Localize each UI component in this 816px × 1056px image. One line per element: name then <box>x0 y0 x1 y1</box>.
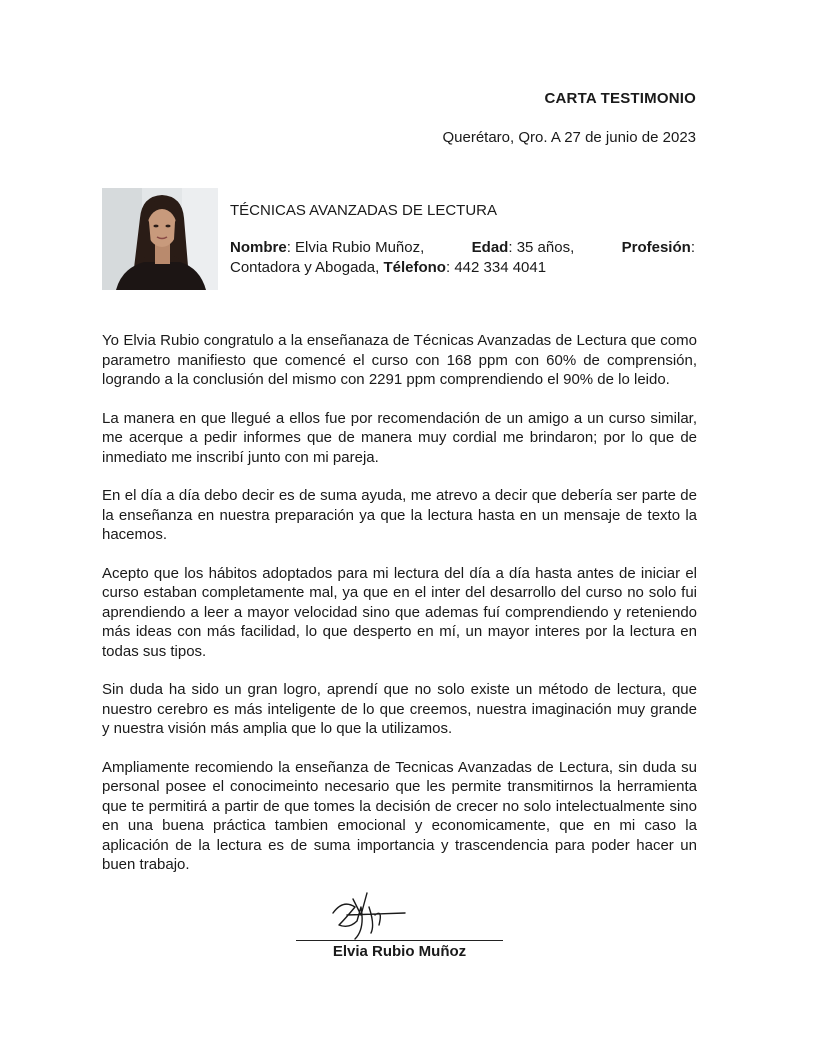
name-label: Nombre <box>230 239 287 256</box>
course-title: TÉCNICAS AVANZADAS DE LECTURA <box>230 202 497 219</box>
portrait-image <box>102 188 218 290</box>
age-field: Edad: 35 años, <box>471 239 575 256</box>
info-line-1 <box>230 238 695 258</box>
age-label: Edad <box>471 239 509 256</box>
profession-value: Contadora y Abogada, <box>230 259 380 276</box>
signature-drawing <box>325 885 415 947</box>
profession-field: Profesión: <box>621 239 695 256</box>
phone-label: Télefono <box>383 259 446 276</box>
paragraph: Acepto que los hábitos adoptados para mi lectura del día a día hasta antes de iniciar el curso estaban completamente mal, ya que en el inter del desarrollo del curso no solo fui aprendiendo a leer a mayor velocidad sino que ademas fuí comprendiendo y reteniendo más ideas con más facilidad, lo que desperto en mí, un mayor interes por la lectura en todas sus tipos. <box>102 564 697 660</box>
signature-name: Elvia Rubio Muñoz <box>332 943 467 960</box>
age-value: 35 años, <box>516 239 575 256</box>
paragraph: Ampliamente recomiendo la enseñanza de Tecnicas Avanzadas de Lectura, sin duda su personal posee el conocimeinto necesario que les permite transmitirnos la herramienta que te permitirá a partir de que tomes la decisión de crecer no solo intelectualmente sino en una buena práctica tambien emocional y economicamente, que en mi caso la aplicación de la lectura es de suma importancia y trascendencia para poder hacer un buen trabajo. <box>102 758 697 873</box>
phone-value: 442 334 4041 <box>454 259 547 276</box>
letter-date: Querétaro, Qro. A 27 de junio de 2023 <box>442 129 696 146</box>
paragraph: Sin duda ha sido un gran logro, aprendí que no solo existe un método de lectura, que nuestro cerebro es más inteligente de lo que creemos, nuestra imaginación muy grande y nuestra visión más amplia que lo que la utilizamos. <box>102 681 697 737</box>
profile-photo <box>102 188 218 290</box>
signature-line <box>296 940 503 941</box>
letter-body <box>102 331 697 894</box>
info-line-2: Contadora y Abogada, Télefono: 442 334 4041 <box>230 259 547 276</box>
profession-label: Profesión <box>621 239 691 256</box>
personal-info <box>230 238 695 278</box>
handwritten-signature <box>325 885 415 947</box>
name-field: Nombre: Elvia Rubio Muñoz, <box>230 239 425 256</box>
letter-title: CARTA TESTIMONIO <box>544 90 696 107</box>
paragraph: Yo Elvia Rubio congratulo a la enseñanaza de Técnicas Avanzadas de Lectura que como parametro manifiesto que comencé el curso con 168 ppm con 60% de comprensión, logrando a la conclusión del mismo con 2291 ppm comprendiendo el 90% de lo leido. <box>102 332 697 388</box>
name-value: Elvia Rubio Muñoz, <box>295 239 425 256</box>
paragraph: En el día a día debo decir es de suma ayuda, me atrevo a decir que debería ser parte de la enseñanza en nuestra preparación ya que la lectura hasta en un mensaje de texto la hacemos. <box>102 487 697 543</box>
paragraph: La manera en que llegué a ellos fue por recomendación de un amigo a un curso similar, me acerque a pedir informes que de manera muy cordial me brindaron; por lo que de inmediato me inscribí junto con mi pareja. <box>102 409 697 466</box>
